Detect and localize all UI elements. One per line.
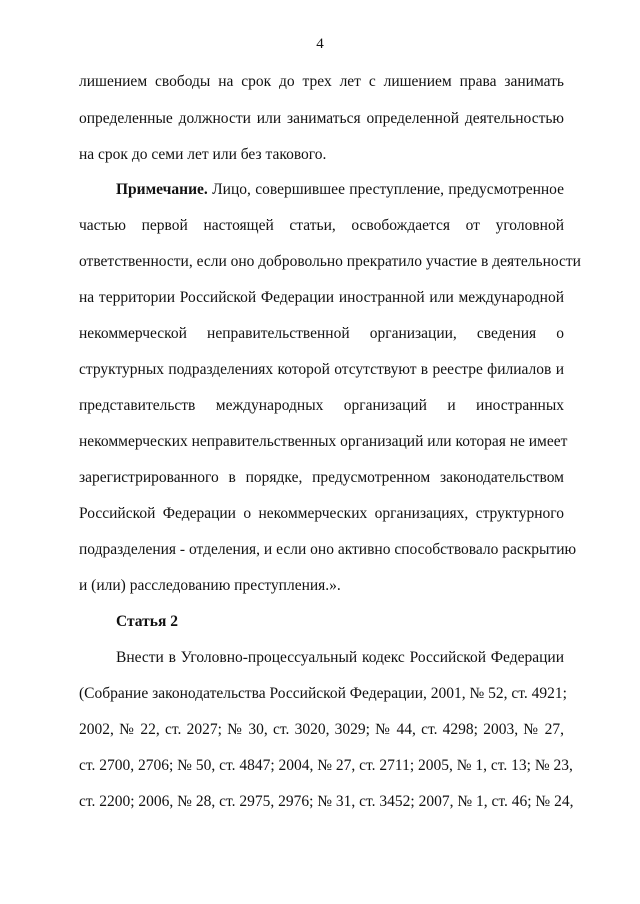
paragraph-line: лишением свободы на срок до трех лет с лишением права занимать — [79, 73, 564, 90]
note-first-line-text: Лицо, совершившее преступление, предусмотренное — [212, 181, 564, 198]
note-line: зарегистрированного в порядке, предусмотренном законодательством — [79, 469, 564, 486]
note-first-line — [116, 180, 564, 200]
article-line: ст. 2200; 2006, № 28, ст. 2975, 2976; № 31, ст. 3452; 2007, № 1, ст. 46; № 24, — [79, 793, 574, 810]
article-heading: Статья 2 — [116, 613, 178, 630]
note-line: и (или) расследованию преступления.». — [79, 577, 341, 594]
note-line: частью первой настоящей статьи, освобождается от уголовной — [79, 217, 564, 234]
article-line: ст. 2700, 2706; № 50, ст. 4847; 2004, № 27, ст. 2711; 2005, № 1, ст. 13; № 23, — [79, 757, 573, 774]
note-line: Российской Федерации о некоммерческих организациях, структурного — [79, 505, 564, 522]
paragraph-line: на срок до семи лет или без такового. — [79, 146, 327, 163]
article-line: Внести в Уголовно-процессуальный кодекс Российской Федерации — [116, 649, 564, 666]
note-line: некоммерческих неправительственных организаций или которая не имеет — [79, 433, 568, 450]
note-label: Примечание. — [116, 181, 208, 198]
note-line: некоммерческой неправительственной организации, сведения о — [79, 325, 564, 342]
article-line: (Собрание законодательства Российской Федерации, 2001, № 52, ст. 4921; — [79, 685, 567, 702]
article-line: 2002, № 22, ст. 2027; № 30, ст. 3020, 3029; № 44, ст. 4298; 2003, № 27, — [79, 721, 564, 738]
note-line: на территории Российской Федерации иностранной или международной — [79, 289, 564, 306]
note-line: ответственности, если оно добровольно прекратило участие в деятельности — [79, 253, 581, 270]
paragraph-line: определенные должности или заниматься определенной деятельностью — [79, 110, 564, 127]
note-line: представительств международных организаций и иностранных — [79, 397, 564, 414]
note-line: структурных подразделениях которой отсутствуют в реестре филиалов и — [79, 361, 564, 378]
note-line: подразделения - отделения, и если оно активно способствовало раскрытию — [79, 541, 577, 558]
page-number: 4 — [316, 36, 324, 52]
